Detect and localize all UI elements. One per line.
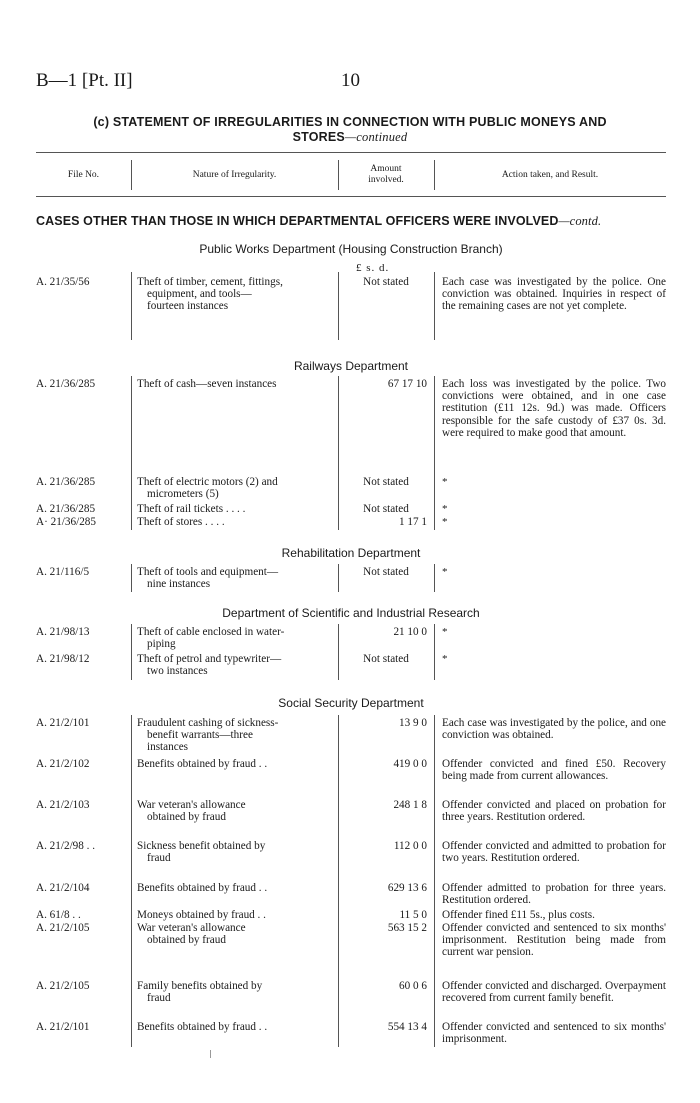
- row-nature: [137, 276, 335, 313]
- row-file-no: A. 21/2/105: [36, 922, 90, 934]
- column-divider: [338, 624, 339, 680]
- row-amount: Not stated: [363, 276, 409, 288]
- row-action: Offender convicted and placed on probation for three years. Restitution ordered.: [442, 799, 666, 824]
- row-nature: [137, 980, 335, 1004]
- title-line-2: STORES: [292, 130, 345, 144]
- title-continued: —continued: [344, 130, 408, 144]
- row-amount: 1 17 1: [399, 516, 427, 528]
- department-heading-scientific-research: Department of Scientific and Industrial Research: [222, 606, 480, 620]
- row-file-no: A. 21/2/102: [36, 758, 90, 770]
- row-amount: Not stated: [363, 566, 409, 578]
- column-divider: [131, 564, 132, 592]
- section-heading: [36, 214, 676, 229]
- row-amount: Not stated: [363, 503, 409, 515]
- nature-line: piping: [147, 638, 176, 651]
- nature-line: War veteran's allowance: [137, 922, 246, 934]
- row-file-no: A. 21/36/285: [36, 503, 96, 515]
- amount-header-line-1: Amount: [370, 164, 402, 174]
- column-header-amount: [338, 164, 434, 186]
- row-amount: 11 5 0: [399, 909, 427, 921]
- column-header-nature: Nature of Irregularity.: [192, 170, 277, 180]
- currency-header: £ s. d.: [356, 262, 390, 274]
- row-amount: 554 13 4: [387, 1021, 427, 1033]
- column-divider: [338, 564, 339, 592]
- row-nature: [137, 717, 335, 754]
- row-action: Each loss was investigated by the police. Two convictions were obtained, and in one case restitution (£11 12s. 9d.) was made. Officers responsible for the safe custody of £37 0s. 3d. were required to make good that amount.: [442, 378, 666, 439]
- row-file-no: A. 21/2/98 . .: [36, 840, 96, 852]
- row-action: *: [442, 626, 448, 638]
- section-heading-contd: —contd.: [558, 214, 602, 228]
- row-file-no: A. 21/35/56: [36, 276, 90, 288]
- row-nature: Benefits obtained by fraud . .: [137, 1021, 268, 1033]
- nature-line: benefit warrants—three: [147, 729, 253, 742]
- nature-line: Theft of cable enclosed in water-: [137, 626, 285, 638]
- row-nature: [137, 653, 335, 677]
- department-heading-social-security: Social Security Department: [278, 696, 424, 710]
- page-reference: B—1 [Pt. II]: [36, 70, 133, 91]
- column-divider: [131, 624, 132, 680]
- section-heading-text: CASES OTHER THAN THOSE IN WHICH DEPARTMENTAL OFFICERS WERE INVOLVED: [36, 214, 559, 228]
- row-action: *: [442, 476, 448, 488]
- row-amount: 13 9 0: [399, 717, 427, 729]
- nature-line: Theft of tools and equipment—: [137, 566, 279, 578]
- column-divider: [338, 376, 339, 530]
- nature-line: obtained by fraud: [147, 934, 226, 947]
- column-divider: [131, 272, 132, 340]
- column-divider: [338, 272, 339, 340]
- column-divider: [131, 376, 132, 530]
- page-number: 10: [341, 70, 360, 91]
- row-action: Each case was investigated by the police. One conviction was obtained. Inquiries in respect of the remaining cases are not yet complete.: [442, 276, 666, 313]
- nature-line: equipment, and tools—: [147, 288, 252, 301]
- nature-line: two instances: [147, 665, 208, 678]
- row-file-no: A. 21/2/104: [36, 882, 90, 894]
- row-action: *: [442, 653, 448, 665]
- row-action: Each case was investigated by the police, and one conviction was obtained.: [442, 717, 666, 742]
- nature-line: fraud: [147, 992, 171, 1005]
- column-header-file-no: File No.: [67, 170, 100, 180]
- row-action: Offender admitted to probation for three years. Restitution ordered.: [442, 882, 666, 907]
- header-top-rule: [36, 152, 666, 153]
- nature-line: obtained by fraud: [147, 811, 226, 824]
- print-mark: [210, 1050, 211, 1058]
- column-divider: [338, 715, 339, 1047]
- department-heading-rehabilitation: Rehabilitation Department: [281, 546, 421, 560]
- row-nature: Benefits obtained by fraud . .: [137, 758, 268, 770]
- row-nature: Theft of stores . . . .: [137, 516, 225, 528]
- row-file-no: A. 21/116/5: [36, 566, 90, 578]
- row-amount: 629 13 6: [387, 882, 427, 894]
- row-action: Offender convicted and discharged. Overpayment recovered from current family benefit.: [442, 980, 666, 1005]
- column-header-action: Action taken, and Result.: [501, 170, 599, 180]
- row-action: Offender convicted and sentenced to six months' imprisonment. Restitution being made from current war pension.: [442, 922, 666, 959]
- row-amount: 112 0 0: [393, 840, 427, 852]
- row-nature: [137, 476, 335, 500]
- row-action: Offender convicted and admitted to probation for two years. Restitution ordered.: [442, 840, 666, 865]
- column-divider: [434, 376, 435, 530]
- row-action: *: [442, 516, 448, 528]
- row-file-no: A· 21/36/285: [36, 516, 96, 528]
- row-file-no: A. 21/2/101: [36, 717, 90, 729]
- row-amount: Not stated: [363, 653, 409, 665]
- column-divider: [434, 272, 435, 340]
- nature-line: Theft of electric motors (2) and: [137, 476, 278, 488]
- row-file-no: A. 21/2/101: [36, 1021, 90, 1033]
- nature-line: Fraudulent cashing of sickness-: [137, 717, 279, 729]
- row-nature: [137, 566, 335, 590]
- nature-line: Family benefits obtained by: [137, 980, 263, 992]
- row-action: *: [442, 566, 448, 578]
- row-action: Offender convicted and sentenced to six months' imprisonment.: [442, 1021, 666, 1046]
- row-amount: 21 10 0: [393, 626, 427, 638]
- row-file-no: A. 61/8 . .: [36, 909, 81, 921]
- column-divider: [434, 564, 435, 592]
- nature-line: micrometers (5): [147, 488, 219, 501]
- row-action: Offender fined £11 5s., plus costs.: [442, 909, 595, 921]
- row-amount: 563 15 2: [387, 922, 427, 934]
- row-file-no: A. 21/2/103: [36, 799, 90, 811]
- nature-line: fraud: [147, 852, 171, 865]
- header-bottom-rule: [36, 196, 666, 197]
- row-amount: 60 0 6: [399, 980, 427, 992]
- row-nature: [137, 799, 335, 823]
- column-divider: [131, 715, 132, 1047]
- nature-line: instances: [147, 741, 189, 754]
- row-amount: 67 17 10: [387, 378, 427, 390]
- row-action: *: [442, 503, 448, 515]
- row-nature: Benefits obtained by fraud . .: [137, 882, 268, 894]
- row-nature: Theft of cash—seven instances: [137, 378, 277, 390]
- department-heading-railways: Railways Department: [293, 359, 409, 373]
- row-file-no: A. 21/98/13: [36, 626, 90, 638]
- department-heading-public-works: Public Works Department (Housing Construction Branch): [199, 242, 503, 256]
- row-nature: Theft of rail tickets . . . .: [137, 503, 246, 515]
- row-nature: Moneys obtained by fraud . .: [137, 909, 266, 921]
- row-file-no: A. 21/36/285: [36, 378, 96, 390]
- row-nature: [137, 840, 335, 864]
- nature-line: nine instances: [147, 578, 211, 591]
- nature-line: War veteran's allowance: [137, 799, 246, 811]
- column-divider: [434, 715, 435, 1047]
- row-nature: [137, 626, 335, 650]
- row-file-no: A. 21/36/285: [36, 476, 96, 488]
- title-line-1: (c) STATEMENT OF IRREGULARITIES IN CONNECTION WITH PUBLIC MONEYS AND: [93, 115, 607, 129]
- row-action: Offender convicted and fined £50. Recovery being made from current allowances.: [442, 758, 666, 783]
- row-amount: 419 0 0: [393, 758, 427, 770]
- row-amount: 248 1 8: [393, 799, 427, 811]
- row-file-no: A. 21/2/105: [36, 980, 90, 992]
- statement-title: [30, 115, 670, 145]
- nature-line: fourteen instances: [147, 300, 229, 313]
- row-file-no: A. 21/98/12: [36, 653, 90, 665]
- amount-header-line-2: involved.: [368, 175, 404, 185]
- nature-line: Theft of petrol and typewriter—: [137, 653, 282, 665]
- column-divider: [434, 624, 435, 680]
- row-amount: Not stated: [363, 476, 409, 488]
- row-nature: [137, 922, 335, 946]
- nature-line: Theft of timber, cement, fittings,: [137, 276, 283, 288]
- nature-line: Sickness benefit obtained by: [137, 840, 266, 852]
